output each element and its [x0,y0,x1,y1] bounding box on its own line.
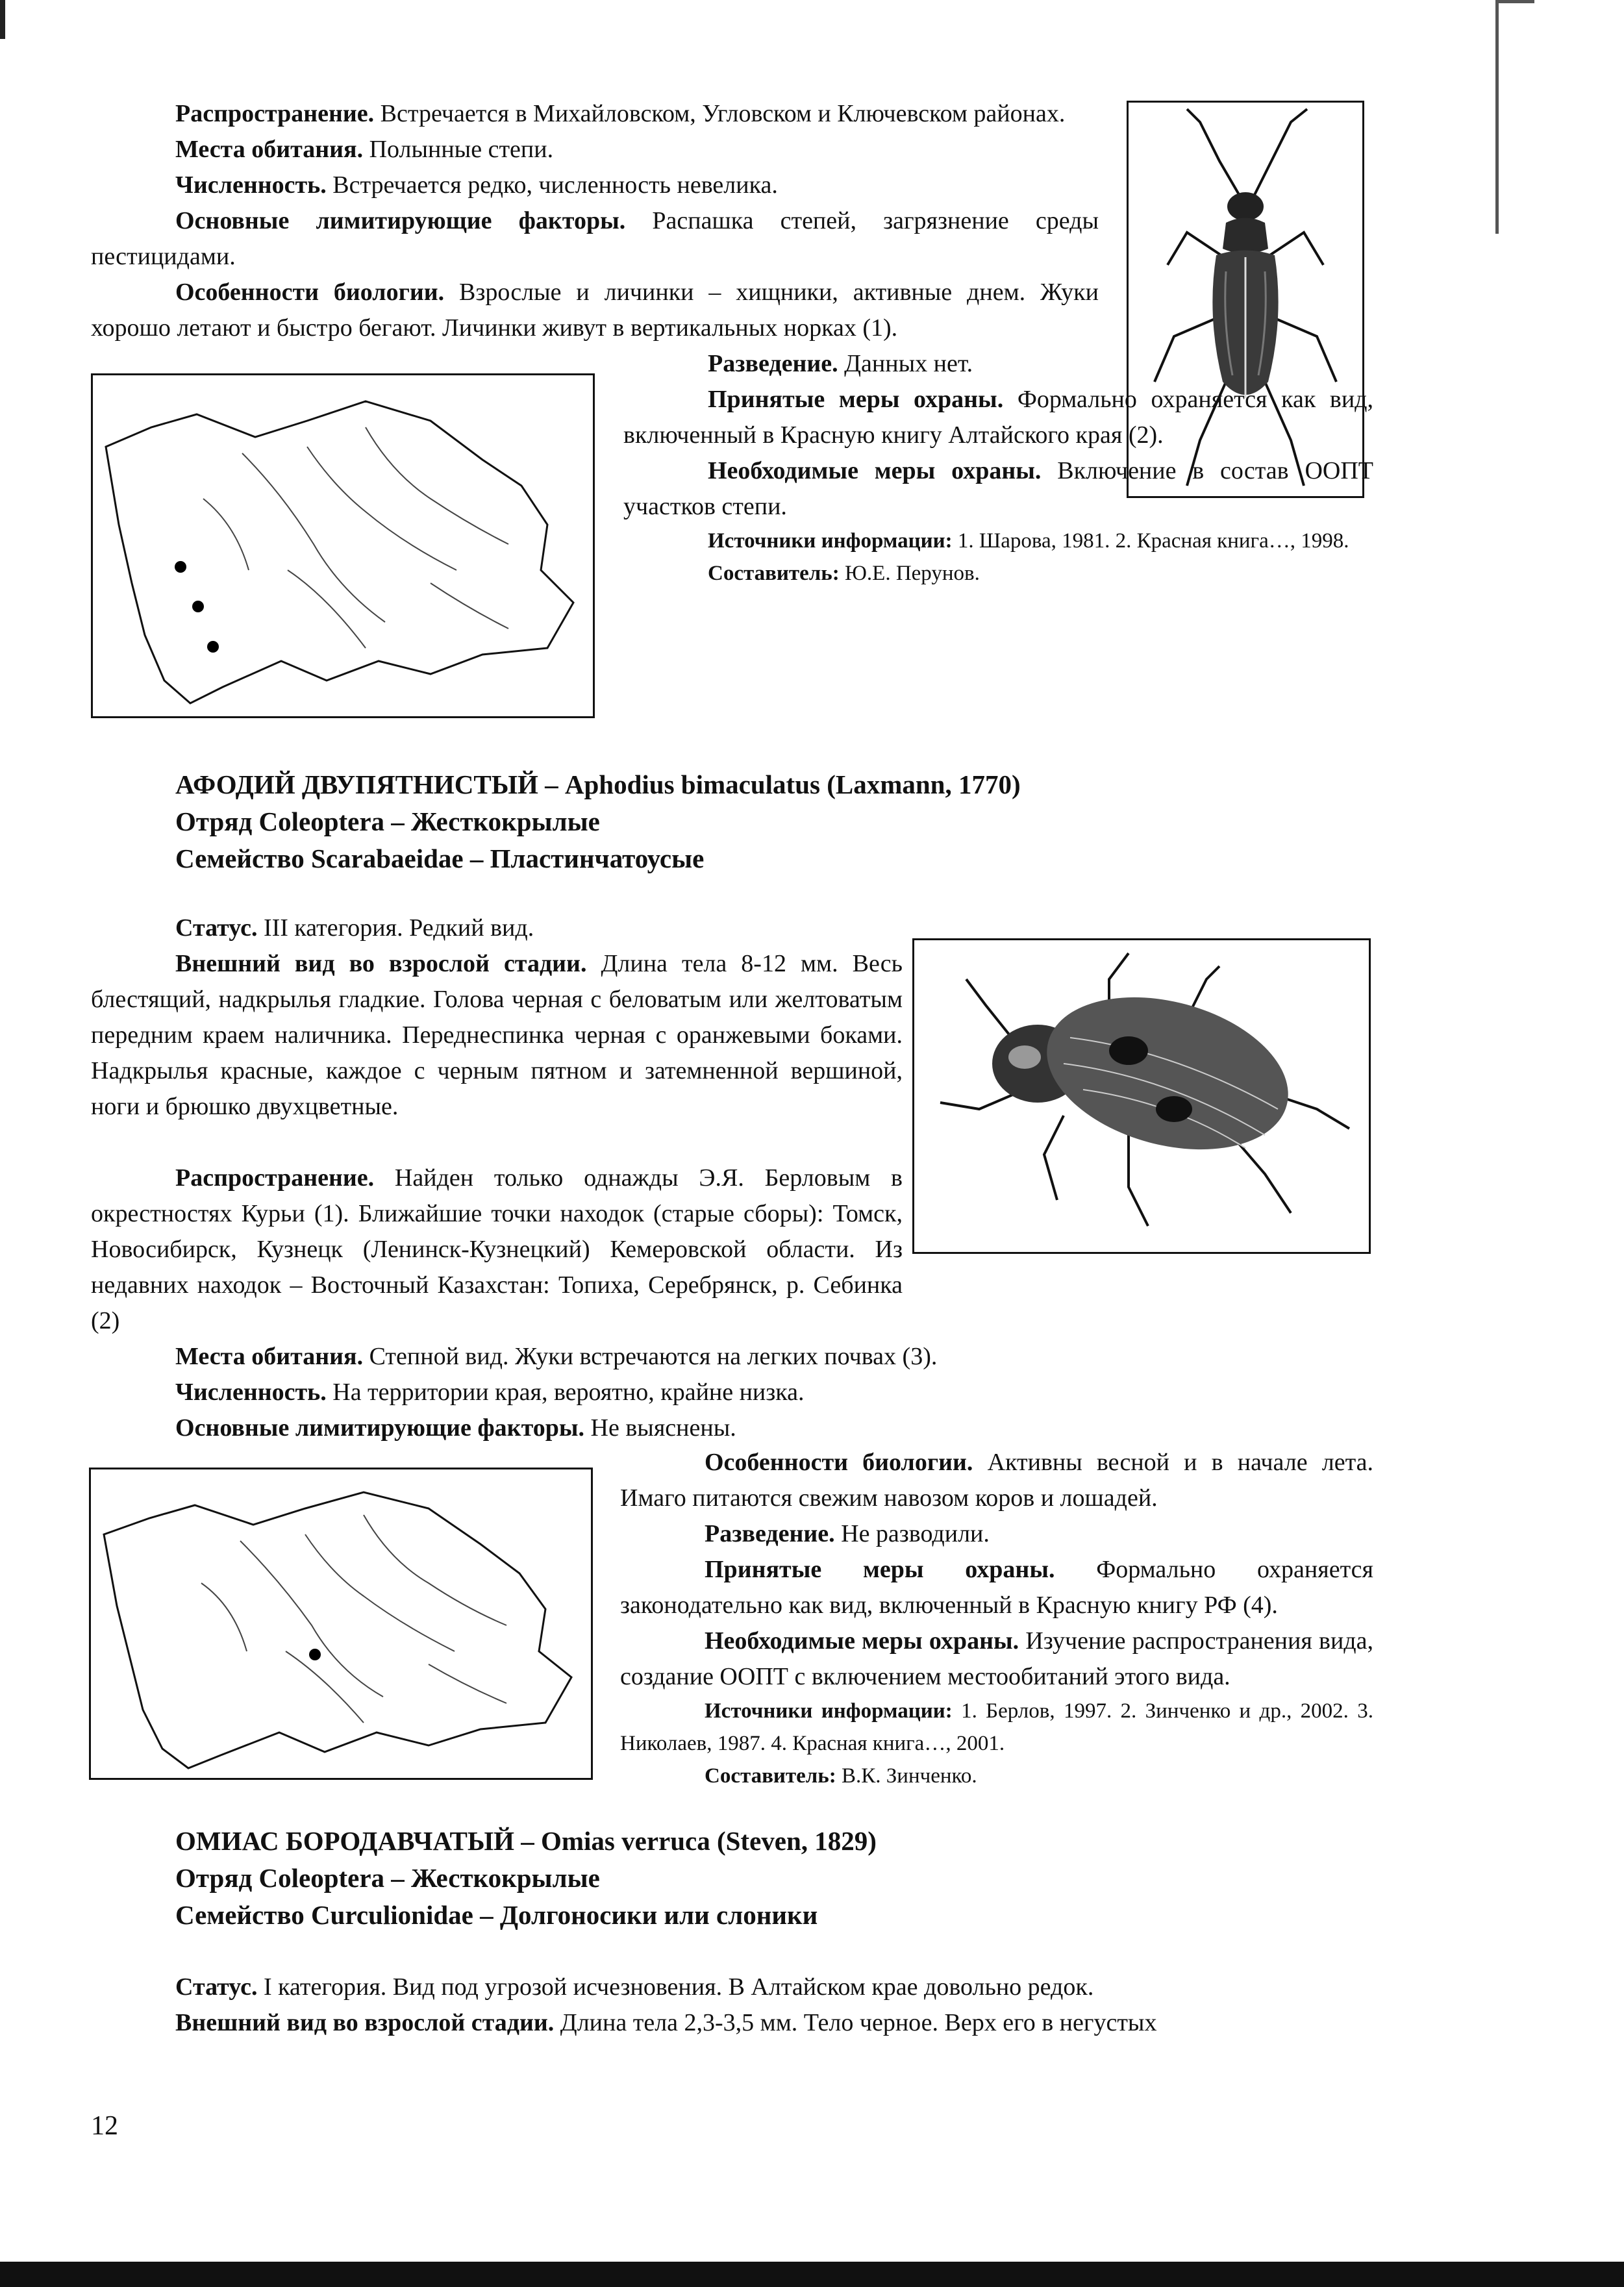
paragraph-label: Распространение. [175,100,375,127]
scan-edge-mark [1495,0,1534,3]
paragraph-text: Формально охраняется как вид, включенный в Красную книгу Алтайского края (2). [623,386,1374,449]
paragraph-text: Не выяснены. [584,1414,736,1442]
paragraph-text: На территории края, вероятно, крайне низка. [326,1379,805,1406]
paragraph-text: Не разводили. [834,1520,990,1547]
scan-edge-mark [0,0,5,39]
paragraph-text: Найден только однажды Э.Я. Берловым в окрестностях Курьи (1). Ближайшие точки находок (старые сборы): Томск, Новосибирск, Кузнецк (Ленинск-Кузнецкий) Кемеровской области. Из недавних находок – Восточный Казахстан: Топиха, Серебрянск, р. Себинка (2) [91,1164,903,1334]
paragraph [91,946,903,1125]
paragraph-label: Принятые меры охраны. [705,1556,1055,1583]
scan-edge-mark [1495,0,1499,234]
paragraph [91,203,1099,275]
species2-text-top [91,910,903,1125]
paragraph-label: Распространение. [175,1164,375,1192]
species2-text-mid [91,1160,1464,1446]
author-text: Ю.Е. Перунов. [839,562,980,585]
species-order: Отряд Coleoptera – Жесткокрылые [175,1863,600,1893]
paragraph [620,1552,1373,1623]
scan-bottom-band [0,2262,1624,2287]
species1-text-right [623,346,1373,590]
paragraph-label: Внешний вид во взрослой стадии. [175,950,587,977]
species-title: ОМИАС БОРОДАВЧАТЫЙ – Omias verruca (Steven, 1829) [175,1826,877,1856]
paragraph-text: III категория. Редкий вид. [257,914,534,942]
paragraph-label: Основные лимитирующие факторы. [175,207,626,234]
paragraph-text: Полынные степи. [363,136,554,163]
paragraph [91,1969,1464,2005]
author-text: В.К. Зинченко. [836,1764,977,1788]
finding-point [207,641,219,653]
paragraph-text: Активны весной и в начале лета. Имаго питаются свежим навозом коров и лошадей. [620,1449,1374,1512]
paragraph-text: Взрослые и личинки – хищники, активные днем. Жуки хорошо летают и быстро бегают. Личинки живут в вертикальных норках (1). [91,279,1099,342]
paragraph [623,453,1373,525]
paragraph-label: Основные лимитирующие факторы. [175,1414,585,1442]
paragraph-label: Необходимые меры охраны. [708,457,1042,484]
author-label: Составитель: [705,1764,836,1788]
paragraph-label: Места обитания. [175,1343,364,1370]
paragraph-text: Включение в состав ООПТ участков степи. [623,457,1373,520]
paragraph [91,1410,1464,1446]
species1-text-top [91,96,1099,346]
paragraph [91,1339,1464,1375]
paragraph-label: Статус. [175,1973,258,2001]
finding-point [192,601,204,612]
altai-region-map-icon [93,375,593,716]
distribution-map-1 [91,373,595,718]
paragraph [91,2005,1464,2041]
species2-text-right [620,1445,1373,1792]
paragraph [623,382,1373,453]
species-order: Отряд Coleoptera – Жесткокрылые [175,806,600,836]
author [623,557,1373,590]
sources [623,525,1373,557]
paragraph-label: Численность. [175,1379,327,1406]
species2-header [175,766,1344,877]
paragraph-text: Длина тела 2,3-3,5 мм. Тело черное. Верх его в негустых [554,2009,1157,2036]
finding-point [309,1649,321,1660]
paragraph-label: Принятые меры охраны. [708,386,1004,413]
paragraph [91,132,1099,168]
paragraph-text: Встречается в Михайловском, Угловском и Ключевском районах. [374,100,1066,127]
sources-label: Источники информации: [708,529,953,553]
paragraph [620,1623,1373,1695]
author-label: Составитель: [708,562,840,585]
paragraph [91,1375,1464,1410]
sources-text: 1. Берлов, 1997. 2. Зинченко и др., 2002. 3. Николаев, 1987. 4. Красная книга…, 2001. [620,1699,1373,1755]
paragraph-text: Степной вид. Жуки встречаются на легких почвах (3). [363,1343,938,1370]
paragraph-label: Разведение. [705,1520,835,1547]
paragraph-text: Формально охраняется законодательно как вид, включенный в Красную книгу РФ (4). [620,1556,1373,1619]
altai-region-map-icon [91,1469,591,1778]
paragraph [91,168,1099,203]
species3-header [175,1823,1344,1934]
paragraph [620,1516,1373,1552]
paragraph-label: Внешний вид во взрослой стадии. [175,2009,555,2036]
paragraph [91,275,1099,346]
page-number: 12 [91,2111,118,2141]
sources-text: 1. Шарова, 1981. 2. Красная книга…, 1998. [952,529,1349,553]
paragraph-text: Длина тела 8-12 мм. Весь блестящий, надкрылья гладкие. Голова черная с беловатым или желтоватым передним краем наличника. Переднеспинка черная с оранжевыми боками. Надкрылья красные, каждое с черным пятном и затемненной вершиной, ноги и брюшко двухцветные. [91,950,903,1120]
paragraph-label: Статус. [175,914,258,942]
paragraph [623,346,1373,382]
author [620,1760,1373,1792]
paragraph-text: Распашка степей, загрязнение среды пестицидами. [91,207,1099,270]
sources [620,1695,1373,1760]
paragraph-label: Необходимые меры охраны. [705,1627,1019,1655]
paragraph-text: I категория. Вид под угрозой исчезновения. В Алтайском крае довольно редок. [257,1973,1094,2001]
paragraph-label: Разведение. [708,350,838,377]
paragraph-text: Встречается редко, численность невелика. [326,171,778,199]
paragraph-label: Численность. [175,171,327,199]
paragraph-text: Изучение распространения вида, создание ООПТ с включением местообитаний этого вида. [620,1627,1373,1690]
paragraph-label: Места обитания. [175,136,364,163]
paragraph-label: Особенности биологии. [175,279,445,306]
paragraph [91,910,903,946]
species3-text [91,1969,1464,2041]
species-family: Семейство Scarabaeidae – Пластинчатоусые [175,844,705,873]
paragraph-text: Данных нет. [838,350,973,377]
paragraph [620,1445,1373,1516]
paragraph-label: Особенности биологии. [705,1449,973,1476]
species-title: АФОДИЙ ДВУПЯТНИСТЫЙ – Aphodius bimaculatus (Laxmann, 1770) [175,769,1021,799]
distribution-map-2 [89,1468,593,1780]
species-family: Семейство Curculionidae – Долгоносики или слоники [175,1900,818,1930]
sources-label: Источники информации: [705,1699,953,1723]
paragraph [91,96,1099,132]
paragraph [91,1160,903,1339]
finding-point [175,561,186,573]
